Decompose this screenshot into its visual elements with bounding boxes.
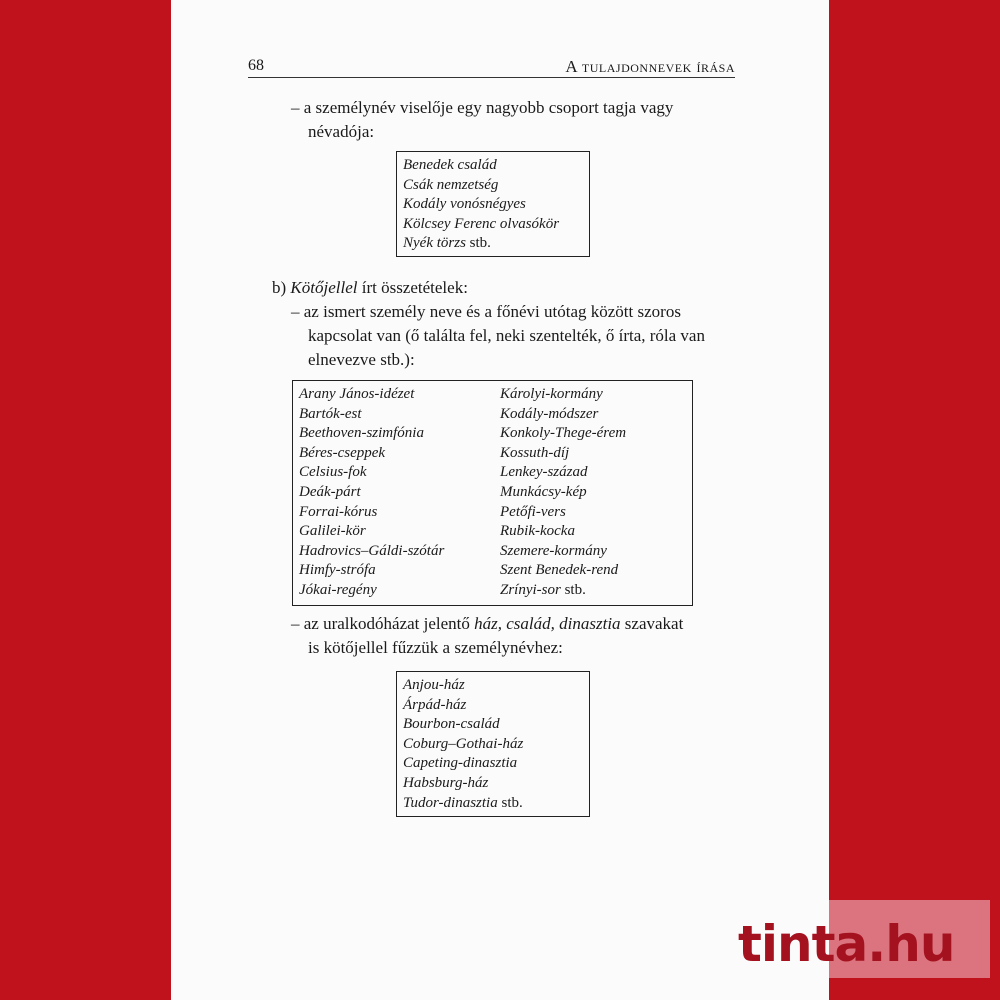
example-item: Jókai-regény	[299, 581, 377, 598]
etc-suffix: stb.	[465, 235, 491, 252]
example-item: Kodály-módszer	[500, 405, 599, 422]
etc-suffix: stb.	[497, 794, 523, 811]
example-item: Munkácsy-kép	[500, 483, 587, 500]
example-item: Szent Benedek-rend	[500, 562, 619, 579]
example-item: Kossuth-díj	[500, 444, 570, 461]
example-list-left	[299, 385, 444, 601]
example-item: Rubik-kocka	[500, 523, 575, 540]
example-item: Károlyi-kormány	[500, 386, 603, 402]
section2-label-rest: írt összetételek:	[361, 278, 468, 297]
example-item: Béres-cseppek	[299, 444, 386, 461]
etc-suffix: stb.	[560, 581, 586, 598]
section2-line1: – az ismert személy neve és a főnévi utótag között szoros	[291, 302, 681, 321]
example-item: Kölcsey Ferenc olvasókör	[403, 215, 560, 232]
example-item: Beethoven-szimfónia	[299, 425, 424, 442]
example-box-groups	[396, 151, 590, 257]
running-header	[248, 55, 735, 78]
page-number: 68	[248, 57, 264, 74]
section3-line2: is kötőjellel fűzzük a személynévhez:	[308, 638, 563, 657]
example-item: Benedek család	[403, 157, 497, 173]
example-item: Árpád-ház	[403, 696, 467, 713]
example-item: Coburg–Gothai-ház	[403, 735, 524, 752]
example-item: Konkoly-Thege-érem	[500, 425, 627, 442]
section2-heading	[272, 276, 468, 300]
example-item: Celsius-fok	[299, 464, 367, 481]
example-item: Tudor-dinasztia stb.	[403, 794, 523, 811]
book-page	[171, 0, 829, 1000]
example-item: Zrínyi-sor stb.	[500, 581, 586, 598]
example-item: Petőfi-vers	[500, 503, 566, 520]
section1-line1: – a személynév viselője egy nagyobb csoport tagja vagy	[291, 98, 674, 117]
example-item: Lenkey-század	[500, 464, 588, 481]
example-item: Capeting-dinasztia	[403, 755, 518, 772]
example-item: Nyék törzs stb.	[403, 235, 491, 252]
section3-line1-a: – az uralkodóházat jelentő	[291, 614, 470, 633]
example-list	[403, 676, 523, 813]
example-item: Szemere-kormány	[500, 542, 607, 559]
example-item: Bartók-est	[299, 405, 362, 422]
section2-label-italic: Kötőjellel	[290, 278, 358, 297]
example-item: Habsburg-ház	[403, 774, 489, 791]
section2-label: b)	[272, 278, 287, 297]
example-box-dynasties	[396, 671, 590, 817]
example-item: Csák nemzetség	[403, 176, 499, 193]
example-item: Forrai-kórus	[299, 503, 378, 520]
example-item: Kodály vonósnégyes	[403, 196, 526, 213]
section3-line1-italic: ház, család, dinasztia	[474, 614, 621, 633]
example-item: Deák-párt	[299, 483, 361, 500]
running-title: A tulajdonnevek írása	[565, 57, 735, 76]
section2-line3: elnevezve stb.):	[308, 350, 415, 369]
example-item: Galilei-kör	[299, 523, 366, 540]
section3-line1	[291, 612, 683, 636]
section3-line1-b: szavakat	[624, 614, 684, 633]
example-box-compounds	[292, 380, 693, 606]
example-item: Hadrovics–Gáldi-szótár	[299, 542, 445, 559]
example-list	[403, 156, 559, 254]
example-item: Bourbon-család	[403, 716, 500, 733]
example-item: Himfy-strófa	[299, 562, 376, 579]
example-item: Arany János-idézet	[299, 386, 415, 402]
example-list-right	[500, 385, 626, 601]
watermark-logo: tinta.hu	[738, 915, 955, 973]
section2-line2: kapcsolat van (ő találta fel, neki szentelték, ő írta, róla van	[308, 326, 705, 345]
section1-line2: névadója:	[308, 122, 375, 141]
example-item: Anjou-ház	[403, 677, 465, 693]
